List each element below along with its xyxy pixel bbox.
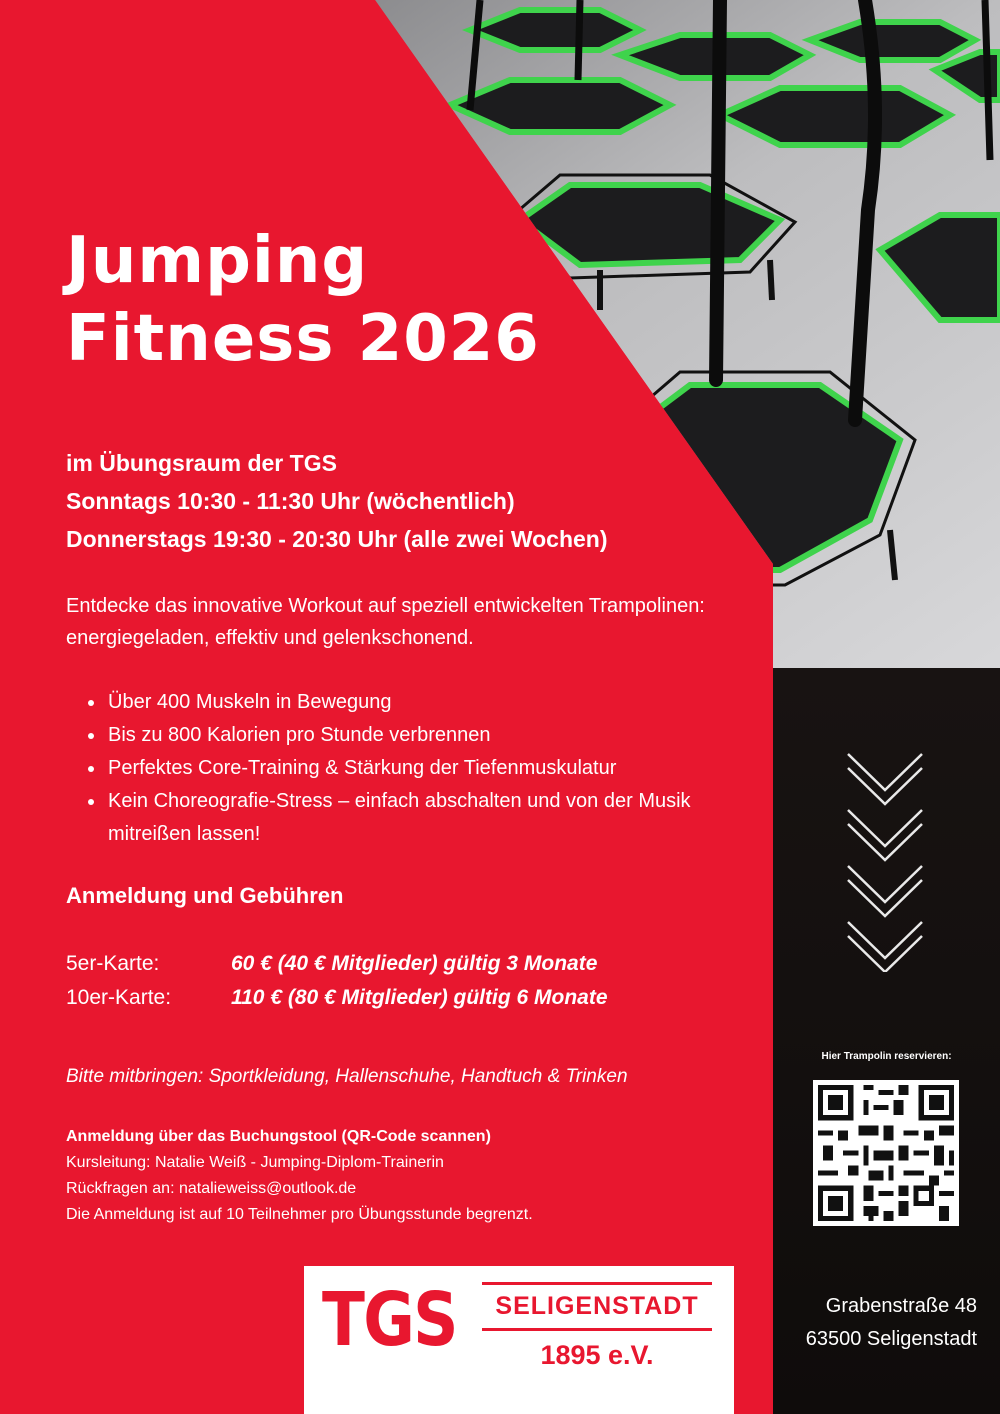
feature-item: • Über 400 Muskeln in Bewegung xyxy=(106,686,766,719)
price-row xyxy=(66,952,597,976)
address xyxy=(773,1290,977,1356)
logo-rule-top xyxy=(482,1282,712,1285)
feature-list xyxy=(84,686,766,851)
chevron-down-icon xyxy=(846,750,926,972)
location-text: im Übungsraum der TGS xyxy=(66,450,337,476)
bring-along-note: Bitte mitbringen: Sportkleidung, Hallenschuhe, Handtuch & Trinken xyxy=(66,1066,628,1087)
feature-item: • Perfektes Core-Training & Stärkung der Tiefenmuskulatur xyxy=(106,752,766,785)
sunday-schedule: Sonntags 10:30 - 11:30 Uhr (wöchentlich) xyxy=(66,488,515,514)
footer-info xyxy=(66,1124,533,1228)
address-city: 63500 Seligenstadt xyxy=(805,1328,977,1350)
logo-rule-bottom xyxy=(482,1328,712,1331)
page-title xyxy=(66,222,540,378)
price-value: 60 € (40 € Mitglieder) gültig 3 Monate xyxy=(231,952,598,975)
tgs-logo xyxy=(304,1266,734,1414)
thursday-schedule: Donnerstags 19:30 - 20:30 Uhr (alle zwei Wochen) xyxy=(66,526,608,552)
feature-item: • Bis zu 800 Kalorien pro Stunde verbrennen xyxy=(106,719,766,752)
course-leader: Kursleitung: Natalie Weiß - Jumping-Diplom-Trainerin xyxy=(66,1154,444,1171)
logo-name: SELIGENSTADT xyxy=(495,1292,699,1320)
registration-heading: Anmeldung und Gebühren xyxy=(66,883,344,908)
booking-note: Anmeldung über das Buchungstool (QR-Code scannen) xyxy=(66,1128,491,1145)
feature-item: • Kein Choreografie-Stress – einfach abschalten und von der Musik mitreißen lassen! xyxy=(106,785,766,851)
address-street: Grabenstraße 48 xyxy=(825,1295,977,1317)
participant-limit: Die Anmeldung ist auf 10 Teilnehmer pro Übungsstunde begrenzt. xyxy=(66,1206,533,1223)
qr-code[interactable] xyxy=(813,1080,959,1226)
description: Entdecke das innovative Workout auf speziell entwickelten Trampolinen: energiegeladen, effektiv und gelenkschonend. xyxy=(66,595,705,649)
price-row xyxy=(66,986,608,1010)
qr-label: Hier Trampolin reservieren: xyxy=(821,1051,952,1062)
logo-abbr: TGS xyxy=(322,1277,457,1363)
title-line-1: Jumping xyxy=(66,224,369,298)
contact-email: Rückfragen an: natalieweiss@outlook.de xyxy=(66,1180,357,1197)
price-label: 5er-Karte: xyxy=(66,952,160,975)
schedule-info xyxy=(66,444,608,558)
price-label: 10er-Karte: xyxy=(66,986,172,1009)
title-line-2: Fitness 2026 xyxy=(66,302,540,376)
logo-year: 1895 e.V. xyxy=(540,1340,654,1370)
price-value: 110 € (80 € Mitglieder) gültig 6 Monate xyxy=(231,986,608,1009)
